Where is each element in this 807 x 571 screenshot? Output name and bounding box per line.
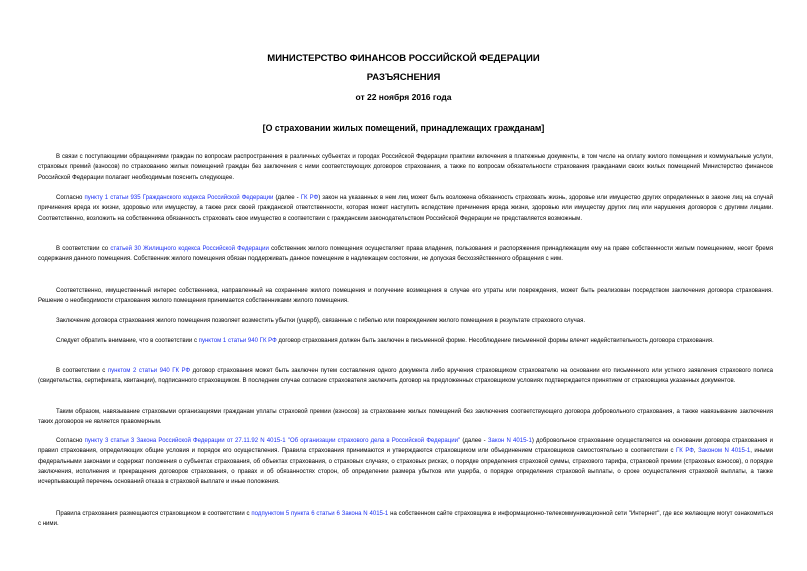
paragraph-9 <box>38 436 773 487</box>
paragraph-6 <box>38 336 773 346</box>
paragraph-9-text-c: ) добровольное страхование осуществляется на основании договора страхования и правил страхования, определяющих общие условия и порядок его осуществления. Правила страхования принимаются и утверждаются страховщиком или объединением страховщиков самостоятельно в соответствии с <box>38 438 773 455</box>
paragraph-6-text-a: Следует обратить внимание, что в соответствии с <box>56 338 199 344</box>
paragraph-10-text-b: на собственном сайте страховщика в информационно-телекоммуникационной сети "Интернет", где все желающие могут ознакомиться с ними. <box>38 511 773 528</box>
paragraph-2 <box>38 193 773 224</box>
paragraph-10-text-a: Правила страхования размещаются страховщиком в соответствии с <box>56 511 252 517</box>
link-zhk-30[interactable]: статьей 30 Жилищного кодекса Российской Федерации <box>110 246 269 252</box>
link-law-4015-2[interactable]: Законом N 4015-1 <box>698 448 751 455</box>
ministry-heading: МИНИСТЕРСТВО ФИНАНСОВ РОССИЙСКОЙ ФЕДЕРАЦИИ <box>267 53 540 64</box>
paragraph-5 <box>38 316 773 326</box>
paragraph-7 <box>38 366 773 387</box>
link-gk-rf-2[interactable]: ГК РФ <box>676 448 694 455</box>
document-subject: [О страховании жилых помещений, принадлежащих гражданам] <box>262 123 545 133</box>
paragraph-9-text-d: , <box>693 448 699 455</box>
paragraph-2-text-a: Согласно <box>56 195 85 201</box>
paragraph-3 <box>38 244 773 265</box>
paragraph-7-text-a: В соответствии с <box>56 368 108 374</box>
paragraph-9-text-b: (далее - <box>460 438 488 444</box>
paragraph-3-text-b: собственник жилого помещения осуществляет права владения, пользования и распоряжения принадлежащим ему на праве собственности жилым помещением, несет бремя содержания данного помещения. Собственник жилого помещения обязан поддерживать данное помещение в надлежащем состоянии, не допуская бесхозяйственного обращения с ним. <box>38 246 773 263</box>
link-law-4015[interactable]: Закон N 4015-1 <box>487 438 532 444</box>
paragraph-10 <box>38 509 773 530</box>
paragraph-8-text: Таким образом, навязывание страховыми организациями гражданам уплаты страховой премии (взносов) за страхование жилых помещений без заключения соответствующего договора добровольного страхования, а также навязывание заключения таких договоров не является правомерным. <box>38 409 773 426</box>
paragraph-2-text-c: ) закон на указанных в нем лиц может быть возложена обязанность страховать жизнь, здоровье или имущество других определенных в законе лиц на случай причинения вреда их жизни, здоровью или имуществу, а также риск своей гражданской ответственности, которая может наступить вследствие причинения вреда жизни, здоровью или имуществу других лиц или нарушения договоров с другими лицами. Соответственно, возложить на собственника обязанность страховать свое имущество в соответствии с гражданским законодательством Российской Федерации не представляется возможным. <box>38 195 773 222</box>
paragraph-4-text: Соответственно, имущественный интерес собственника, направленный на сохранение жилого помещения и получение возмещения в случае его утраты или повреждения, может быть реализован посредством заключения договора страхования. Решение о необходимости страхования жилого помещения принимается собственниками жилого помещения. <box>38 288 773 305</box>
paragraph-3-text-a: В соответствии со <box>56 246 111 252</box>
paragraph-7-text-b: договор страхования может быть заключен путем составления одного документа либо вручения страховщиком страхователю на основании его письменного или устного заявления страхового полиса (свидетельства, сертификата, квитанции), подписанного страховщиком. В последнем случае согласие страхователя заключить договор на предложенных страховщиком условиях подтверждается принятием от страховщика указанных документов. <box>38 368 773 385</box>
link-gk-935[interactable]: пункту 1 статьи 935 Гражданского кодекса Российской Федерации <box>84 195 274 201</box>
document-date: от 22 ноября 2016 года <box>355 92 452 102</box>
paragraph-1 <box>38 152 773 183</box>
paragraph-6-text-b: договор страхования должен быть заключен в письменной форме. Несоблюдение письменной формы влечет недействительность договора страхования. <box>276 338 714 344</box>
paragraph-1-text: В связи с поступающими обращениями граждан по вопросам распространения в различных субъектах и городах Российской Федерации практики включения в платежные документы, в том числе на оплату жилого помещения и коммунальные услуги, страховых премий (взносов) по страхованию жилых помещений граждан без заключения с ними соответствующих договоров страхования, а также по вопросам обязательности страхования гражданами своих жилых помещений Министерство финансов Российской Федерации полагает необходимым пояснить следующее. <box>38 154 773 181</box>
paragraph-5-text: Заключение договора страхования жилого помещения позволяет возместить убытки (ущерб), связанные с гибелью или повреждением жилого помещения в результате страхового случая. <box>56 318 586 324</box>
paragraph-9-text-e: , иными федеральными законами и содержат положения о субъектах страхования, об объектах страхования, о страховых случаях, о страховых рисках, о порядке определения страховой суммы, страхового тарифа, страховой премии (страховых взносов), о порядке заключения, исполнения и прекращения договоров страхования, о правах и об обязанностях сторон, об определении размера убытков или ущерба, о порядке определения страховой выплаты, о сроке осуществления страховой выплаты, а также исчерпывающий перечень оснований отказа в страховой выплате и иные положения. <box>38 448 773 486</box>
document-type-heading: РАЗЪЯСНЕНИЯ <box>366 72 441 83</box>
link-gk-940-1[interactable]: пунктом 1 статьи 940 ГК РФ <box>198 338 277 344</box>
link-gk-940-2[interactable]: пунктом 2 статьи 940 ГК РФ <box>107 368 191 374</box>
paragraph-2-text-b: (далее - <box>273 195 301 201</box>
link-law-4015-6-6-5[interactable]: подпунктом 5 пункта 6 статьи 6 Закона N 4015-1 <box>251 511 389 517</box>
link-gk-rf[interactable]: ГК РФ <box>300 195 319 201</box>
paragraph-9-text-a: Согласно <box>56 438 85 444</box>
paragraph-8 <box>38 407 773 428</box>
paragraph-4 <box>38 286 773 307</box>
link-law-4015-3-3[interactable]: пункту 3 статьи 3 Закона Российской Федерации от 27.11.92 N 4015-1 "Об организации страхового дела в Российской Федерации" <box>84 438 461 444</box>
